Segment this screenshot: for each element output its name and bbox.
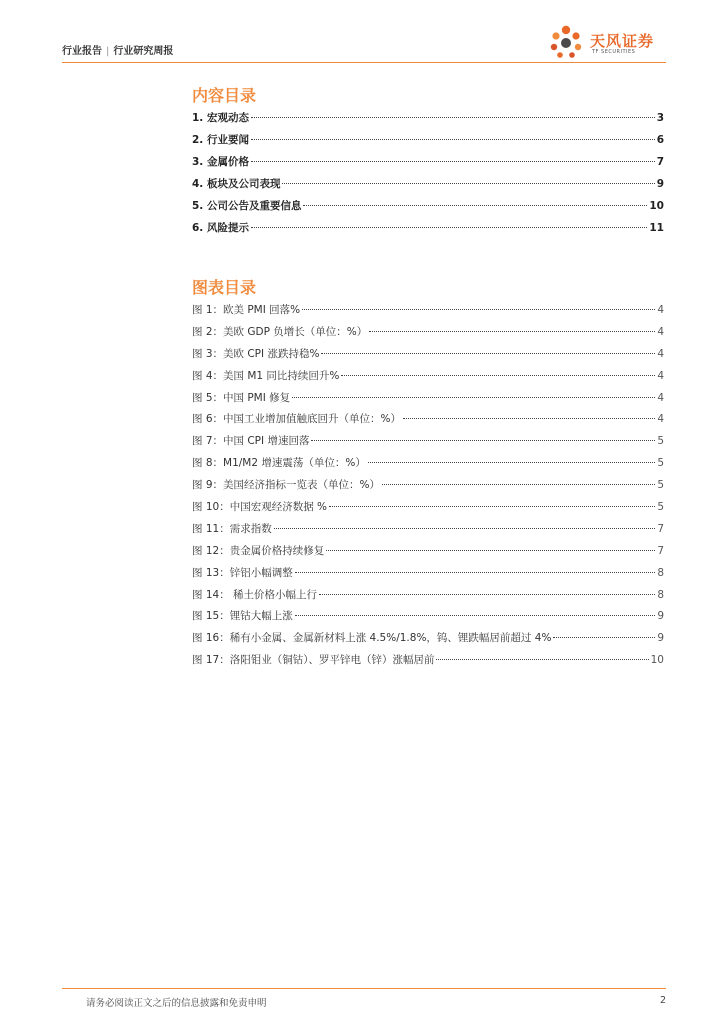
toc-item[interactable] xyxy=(192,132,664,154)
toc-item[interactable] xyxy=(192,110,664,132)
figure-item[interactable] xyxy=(192,630,664,652)
toc-item-label: 2. 行业要闻 xyxy=(192,134,249,146)
figure-item[interactable] xyxy=(192,499,664,521)
figure-item-page: 4 xyxy=(657,413,664,426)
leader-dots xyxy=(382,484,655,485)
leader-dots xyxy=(295,572,656,573)
leader-dots xyxy=(403,418,655,419)
leader-dots xyxy=(368,462,655,463)
figure-item-page: 4 xyxy=(657,347,664,360)
figure-item[interactable] xyxy=(192,477,664,499)
figure-item-page: 5 xyxy=(657,457,664,470)
leader-dots xyxy=(369,331,655,332)
toc-item-page: 10 xyxy=(649,200,664,212)
figure-item[interactable] xyxy=(192,302,664,324)
leader-dots xyxy=(295,615,656,616)
figure-item-page: 10 xyxy=(650,654,664,667)
figure-item-label: 图 4：美国 M1 同比持续回升% xyxy=(192,369,340,382)
leader-dots xyxy=(251,117,655,118)
figure-item-page: 4 xyxy=(657,304,664,316)
logo-english-name: TF SECURITIES xyxy=(592,49,636,55)
leader-dots xyxy=(251,139,655,140)
leader-dots xyxy=(251,161,655,162)
toc-item-page: 9 xyxy=(656,178,664,190)
leader-dots xyxy=(282,183,654,184)
figure-item-page: 5 xyxy=(657,435,664,448)
figure-item[interactable] xyxy=(192,521,664,543)
leader-dots xyxy=(274,528,656,529)
figure-item-label: 图 5：中国 PMI 修复 xyxy=(192,391,291,404)
figure-item-page: 7 xyxy=(657,544,664,557)
report-type-label: 行业报告 xyxy=(62,46,102,57)
figure-item[interactable] xyxy=(192,346,664,368)
page-header xyxy=(62,22,666,63)
figure-item-label: 图 13：锌铝小幅调整 xyxy=(192,566,293,579)
figure-item-label: 图 1：欧美 PMI 回落% xyxy=(192,304,301,316)
toc-item-page: 11 xyxy=(649,222,664,234)
figure-item[interactable] xyxy=(192,652,664,674)
figure-item-label: 图 11：需求指数 xyxy=(192,522,272,535)
figure-item[interactable] xyxy=(192,455,664,477)
toc-item-page: 6 xyxy=(656,134,664,146)
figure-item[interactable] xyxy=(192,433,664,455)
toc-title: 内容目录 xyxy=(192,86,257,105)
figure-item-page: 4 xyxy=(657,391,664,404)
figure-item-page: 9 xyxy=(657,610,664,623)
figure-item-label: 图 15：锂钴大幅上涨 xyxy=(192,610,293,623)
page-footer xyxy=(62,988,666,1009)
toc-item-page: 3 xyxy=(656,112,664,124)
report-subtype-label: 行业研究周报 xyxy=(113,46,174,57)
figure-item-label: 图 16：稀有小金属、金属新材料上涨 4.5%/1.8%，钨、锂跌幅居前超过 4% xyxy=(192,632,552,645)
toc-item-label: 6. 风险提示 xyxy=(192,222,249,234)
figure-item[interactable] xyxy=(192,565,664,587)
figure-item-label: 图 8：M1/M2 增速震荡（单位：%） xyxy=(192,457,366,470)
leader-dots xyxy=(553,637,655,638)
figure-item-page: 8 xyxy=(657,588,664,601)
company-logo xyxy=(546,22,666,60)
figures-list xyxy=(192,302,664,674)
leader-dots xyxy=(321,353,655,354)
figure-item[interactable] xyxy=(192,411,664,433)
toc-item-label: 4. 板块及公司表现 xyxy=(192,178,281,190)
figure-item-page: 4 xyxy=(657,325,664,338)
figures-title: 图表目录 xyxy=(192,278,257,297)
leader-dots xyxy=(436,659,648,660)
figure-item-page: 5 xyxy=(657,479,664,492)
figure-item-page: 5 xyxy=(657,501,664,514)
toc-item-label: 3. 金属价格 xyxy=(192,156,249,168)
figure-item-label: 图 6：中国工业增加值触底回升（单位：%） xyxy=(192,413,401,426)
toc-item-label: 1. 宏观动态 xyxy=(192,112,249,124)
figure-item-page: 4 xyxy=(657,369,664,382)
toc-item[interactable] xyxy=(192,154,664,176)
figure-item-page: 8 xyxy=(657,566,664,579)
toc-item[interactable] xyxy=(192,220,664,242)
leader-dots xyxy=(311,440,655,441)
page-number: 2 xyxy=(659,995,666,1006)
logo-chinese-name: 天风证券 xyxy=(590,32,655,50)
figure-item[interactable] xyxy=(192,608,664,630)
figure-item-label: 图 7：中国 CPI 增速回落 xyxy=(192,435,310,448)
leader-dots xyxy=(341,375,655,376)
figure-item-label: 图 10：中国宏观经济数据 % xyxy=(192,501,328,514)
leader-dots xyxy=(319,594,655,595)
toc-list xyxy=(192,110,664,242)
toc-item[interactable] xyxy=(192,198,664,220)
figure-item[interactable] xyxy=(192,390,664,412)
figure-item-label: 图 14： 稀土价格小幅上行 xyxy=(192,588,318,601)
figure-item-page: 7 xyxy=(657,522,664,535)
figure-item[interactable] xyxy=(192,324,664,346)
figure-item-label: 图 17：洛阳钼业（铜钴）、罗平锌电（锌）涨幅居前 xyxy=(192,654,435,667)
leader-dots xyxy=(292,397,655,398)
toc-item-page: 7 xyxy=(656,156,664,168)
leader-dots xyxy=(326,550,655,551)
leader-dots xyxy=(303,205,647,206)
figure-item[interactable] xyxy=(192,368,664,390)
figure-item-label: 图 3：美欧 CPI 涨跌持稳% xyxy=(192,347,320,360)
leader-dots xyxy=(302,309,655,310)
toc-item-label: 5. 公司公告及重要信息 xyxy=(192,200,302,212)
figure-item-page: 9 xyxy=(657,632,664,645)
leader-dots xyxy=(329,506,655,507)
disclaimer-text: 请务必阅读正文之后的信息披露和免责申明 xyxy=(86,998,267,1009)
toc-item[interactable] xyxy=(192,176,664,198)
report-category xyxy=(62,42,173,57)
logo-flower-icon xyxy=(546,22,586,60)
figure-item[interactable] xyxy=(192,587,664,609)
figure-item-label: 图 2：美欧 GDP 负增长（单位：%） xyxy=(192,325,368,338)
figure-item[interactable] xyxy=(192,543,664,565)
header-separator: | xyxy=(106,46,110,57)
leader-dots xyxy=(251,227,647,228)
figure-item-label: 图 12：贵金属价格持续修复 xyxy=(192,544,325,557)
figure-item-label: 图 9：美国经济指标一览表（单位：%） xyxy=(192,479,380,492)
